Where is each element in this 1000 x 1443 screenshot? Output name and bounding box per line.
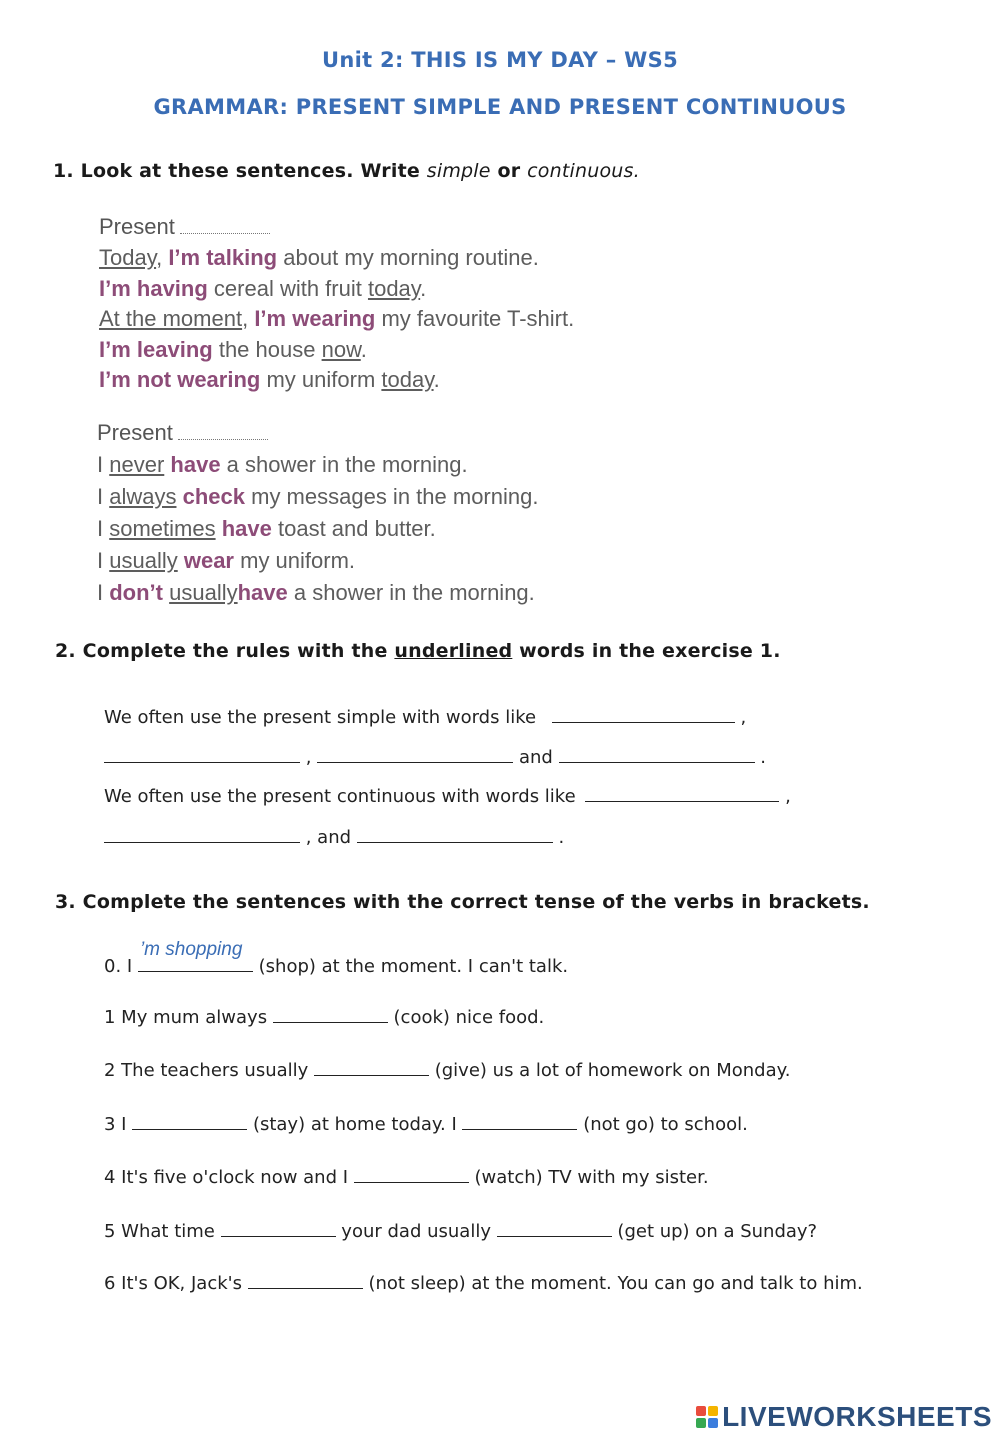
- example-sentence-text: I: [97, 452, 110, 477]
- example-sentence-verb: have: [237, 580, 288, 605]
- example-sentence: [97, 452, 468, 478]
- group-2-heading: [97, 420, 268, 446]
- question-1-text-b: or: [490, 160, 528, 182]
- example-sentence-text: toast and butter.: [271, 516, 436, 541]
- rule-line-1: [104, 707, 746, 728]
- question-3-text: Complete the sentences with the correct tense of the verbs in brackets.: [82, 891, 870, 913]
- rule-and: and: [518, 747, 553, 768]
- sentence-2-answer[interactable]: [314, 1057, 429, 1076]
- example-sentence: [99, 276, 426, 302]
- sentence-3-answer-2[interactable]: [462, 1111, 577, 1130]
- question-3-number: 3.: [55, 891, 76, 913]
- group-1-heading-text: Present: [99, 214, 175, 239]
- group-2-blank[interactable]: [178, 437, 268, 440]
- example-sentence-text: ,: [242, 306, 255, 331]
- rule-blank-2[interactable]: [104, 748, 300, 763]
- rule-blank-1[interactable]: [552, 708, 735, 723]
- sentence-1-pre: 1 My mum always: [104, 1007, 273, 1028]
- page-subtitle: GRAMMAR: PRESENT SIMPLE AND PRESENT CONTINUOUS: [153, 95, 847, 119]
- rule-line-1-text: We often use the present simple with words like: [104, 707, 537, 728]
- example-sentence-text: I: [97, 516, 110, 541]
- sentence-1: [104, 1004, 544, 1028]
- example-sentence: [99, 337, 367, 363]
- example-sentence: [99, 367, 440, 393]
- group-2-heading-text: Present: [97, 420, 173, 445]
- example-sentence-underlined-word: usually: [169, 580, 238, 605]
- example-sentence-underlined-word: today: [367, 275, 421, 301]
- rule-comma: ,: [785, 786, 791, 807]
- example-sentence: [99, 306, 574, 332]
- example-sentence-text: my messages in the morning.: [245, 484, 539, 509]
- example-sentence-text: .: [360, 336, 367, 362]
- example-sentence-text: a shower in the morning.: [220, 452, 468, 477]
- rule-line-4: [104, 827, 564, 848]
- sentence-5-mid: your dad usually: [335, 1221, 497, 1242]
- sentence-2-pre: 2 The teachers usually: [104, 1060, 315, 1081]
- logo-square-4: [708, 1418, 718, 1428]
- question-2-text-b: words in the exercise 1.: [512, 640, 781, 662]
- rule-line-3-text: We often use the present continuous with words like: [104, 786, 576, 807]
- sentence-5-answer-2[interactable]: [497, 1218, 612, 1237]
- question-1-number: 1.: [53, 160, 74, 182]
- rule-blank-7[interactable]: [357, 828, 553, 843]
- question-2: [55, 640, 781, 662]
- rule-line-3: [104, 786, 791, 807]
- question-2-number: 2.: [55, 640, 76, 662]
- sentence-6-pre: 6 It's OK, Jack's: [104, 1273, 248, 1294]
- rule-comma: ,: [305, 747, 312, 768]
- example-sentence-underlined-word: always: [109, 484, 177, 509]
- sentence-2: [104, 1057, 790, 1081]
- example-sentence-text: a shower in the morning.: [287, 580, 535, 605]
- sentence-5-answer-1[interactable]: [221, 1218, 336, 1237]
- example-sentence-text: .: [433, 367, 440, 392]
- example-sentence-underlined-word: never: [109, 452, 165, 477]
- page-title: Unit 2: THIS IS MY DAY – WS5: [322, 48, 678, 72]
- example-sentence-underlined-word: At the moment: [99, 306, 243, 331]
- example-sentence-text: my uniform: [260, 367, 382, 392]
- sentence-0-answer-text: ’m shopping: [139, 939, 243, 960]
- sentence-4-answer[interactable]: [354, 1164, 469, 1183]
- rule-blank-4[interactable]: [559, 748, 755, 763]
- sentence-0: [104, 939, 569, 977]
- example-sentence-underlined-word: now: [321, 336, 361, 362]
- rule-comma: ,: [740, 707, 747, 728]
- rule-period: .: [558, 827, 565, 848]
- example-sentence: [97, 516, 436, 542]
- sentence-4: [104, 1164, 709, 1188]
- rule-comma-and: , and: [305, 827, 352, 848]
- question-1-word-simple: simple: [426, 160, 491, 182]
- example-sentence-verb: have: [221, 516, 272, 541]
- sentence-4-post: (watch) TV with my sister.: [468, 1167, 709, 1188]
- sentence-3-mid: (stay) at home today. I: [247, 1114, 463, 1135]
- sentence-5-pre: 5 What time: [104, 1221, 221, 1242]
- example-sentence-text: my uniform.: [234, 548, 356, 573]
- question-1-text-a: Look at these sentences. Write: [80, 160, 427, 182]
- sentence-3-pre: 3 I: [104, 1114, 133, 1135]
- rule-blank-3[interactable]: [317, 748, 513, 763]
- sentence-1-answer[interactable]: [273, 1004, 388, 1023]
- example-sentence-text: I: [97, 484, 110, 509]
- question-1-word-continuous: continuous.: [527, 160, 640, 182]
- sentence-0-post: (shop) at the moment. I can't talk.: [252, 956, 569, 977]
- sentence-5-post: (get up) on a Sunday?: [611, 1221, 818, 1242]
- example-sentence-underlined-word: usually: [109, 548, 178, 573]
- question-2-underlined: underlined: [394, 640, 513, 662]
- example-sentence-underlined-word: today: [381, 367, 434, 392]
- sentence-0-pre: 0. I: [104, 956, 138, 977]
- example-sentence-verb: I’m leaving: [99, 336, 213, 362]
- example-sentence-text: I: [97, 580, 110, 605]
- example-sentence-verb: wear: [183, 548, 234, 573]
- rule-blank-5[interactable]: [585, 787, 779, 802]
- rule-period: .: [760, 747, 767, 768]
- liveworksheets-logo[interactable]: [696, 1401, 992, 1433]
- sentence-6: [104, 1270, 863, 1294]
- example-sentence: [99, 245, 539, 271]
- sentence-2-post: (give) us a lot of homework on Monday.: [429, 1060, 791, 1081]
- sentence-1-post: (cook) nice food.: [387, 1007, 545, 1028]
- rule-blank-6[interactable]: [104, 828, 300, 843]
- logo-square-3: [696, 1418, 706, 1428]
- example-sentence-text: my favourite T-shirt.: [375, 306, 575, 331]
- group-1-blank[interactable]: [180, 231, 270, 234]
- example-sentence: [97, 580, 535, 606]
- example-sentence: [97, 484, 538, 510]
- sentence-6-post: (not sleep) at the moment. You can go and talk to him.: [362, 1273, 863, 1294]
- sentence-4-pre: 4 It's five o'clock now and I: [104, 1167, 354, 1188]
- sentence-0-answer[interactable]: [138, 939, 253, 972]
- logo-square-1: [696, 1406, 706, 1416]
- example-sentence-verb: have: [170, 452, 221, 477]
- example-sentence-verb: don’t: [109, 580, 163, 605]
- sentence-3-post: (not go) to school.: [577, 1114, 748, 1135]
- sentence-3-answer-1[interactable]: [132, 1111, 247, 1130]
- example-sentence: [97, 548, 355, 574]
- example-sentence-text: cereal with fruit: [207, 275, 368, 301]
- liveworksheets-logo-text: LIVEWORKSHEETS: [722, 1401, 992, 1432]
- example-sentence-verb: I’m not wearing: [99, 367, 261, 392]
- liveworksheets-logo-icon: [696, 1406, 718, 1428]
- example-sentence-text: about my morning routine.: [277, 245, 539, 270]
- example-sentence-verb: I’m talking: [168, 245, 278, 270]
- rule-line-2: [104, 747, 766, 768]
- example-sentence-verb: I’m having: [99, 275, 208, 301]
- group-1-heading: [99, 214, 270, 240]
- example-sentence-verb: check: [182, 484, 245, 509]
- example-sentence-text: .: [420, 275, 427, 301]
- example-sentence-text: ,: [156, 245, 169, 270]
- example-sentence-underlined-word: Today: [99, 245, 157, 270]
- sentence-5: [104, 1218, 817, 1242]
- question-1: [53, 160, 640, 182]
- question-2-text-a: Complete the rules with the: [82, 640, 395, 662]
- example-sentence-text: the house: [212, 336, 322, 362]
- question-3: [55, 891, 870, 913]
- sentence-3: [104, 1111, 748, 1135]
- example-sentence-text: I: [97, 548, 110, 573]
- example-sentence-underlined-word: sometimes: [109, 516, 216, 541]
- example-sentence-verb: I’m wearing: [254, 306, 376, 331]
- sentence-6-answer[interactable]: [248, 1270, 363, 1289]
- logo-square-2: [708, 1406, 718, 1416]
